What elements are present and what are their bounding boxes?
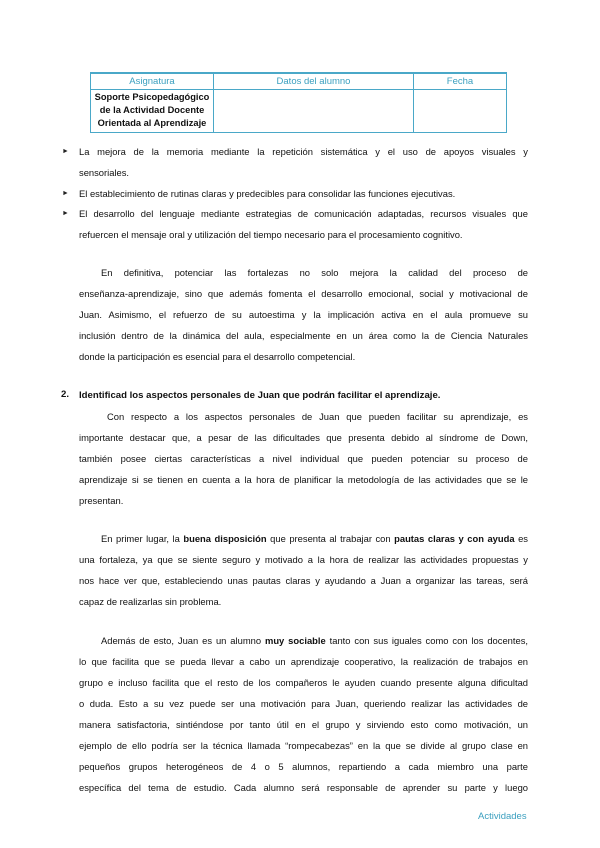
col-datos-alumno: Datos del alumno xyxy=(214,73,414,90)
page-footer: Actividades xyxy=(478,811,527,822)
col-asignatura: Asignatura xyxy=(91,73,214,90)
first-line-3: nos hace ver que, estableciendo unas pautas claras y ayudando a Juan a organizar las tareas, será xyxy=(79,575,528,586)
date-cell xyxy=(414,90,507,133)
section-number: 2. xyxy=(61,389,70,400)
social-line-6: ejemplo de ello podría ser la técnica llamada “rompecabezas” en la que se divide al grupo clase en xyxy=(79,740,528,751)
social-line-1: Además de esto, Juan es un alumno muy sociable tanto con sus iguales como con los docentes, xyxy=(101,635,528,646)
first-line-4: capaz de realizarlas sin problema. xyxy=(79,596,222,607)
social-line-7: pequeños grupos heterogéneos de 4 o 5 alumnos, repartiendo a cada miembro una parte xyxy=(79,761,528,772)
intro-line-1: Con respecto a los aspectos personales de Juan que pueden facilitar su aprendizaje, es xyxy=(107,411,528,422)
intro-line-2: importante destacar que, a pesar de las dificultades que presenta debido al síndrome de Down, xyxy=(79,432,528,443)
conclusion-line-4: inclusión dentro de la dinámica del aula, especialmente en un área como la de Ciencia Naturales xyxy=(79,330,528,341)
col-fecha: Fecha xyxy=(414,73,507,90)
bullet-1-line-2: sensoriales. xyxy=(79,167,130,178)
social-line-4: o duda. Esto a su vez puede ser una motivación para Juan, queriendo realizar las actividades de xyxy=(79,698,528,709)
bullet-3-line-1: El desarrollo del lenguaje mediante estrategias de comunicación adaptadas, recursos visuales que xyxy=(79,208,528,219)
bullet-1-line-1: La mejora de la memoria mediante la repetición sistemática y el uso de apoyos visuales y xyxy=(79,146,528,157)
social-line-5: manera satisfactoria, sintiéndose por tanto útil en el grupo y sirviendo esto como motivación, un xyxy=(79,719,528,730)
bullet-arrow-icon: ► xyxy=(62,148,69,155)
first-line-2: una fortaleza, ya que se siente seguro y motivado a la hora de realizar las actividades propuestas y xyxy=(79,554,528,565)
intro-line-4: aprendizaje si se tienen en cuenta a la hora de planificar la metodología de las actividades que se le xyxy=(79,474,528,485)
conclusion-line-3: Juan. Asimismo, el refuerzo de su autoestima y la implicación activa en el aula promueve su xyxy=(79,309,528,320)
bullet-3-line-2: refuercen el mensaje oral y utilización del tiempo necesario para el procesamiento cognitivo. xyxy=(79,229,463,240)
subject-cell xyxy=(91,90,214,133)
intro-line-3: también posee ciertas características a nivel individual que pueden potenciar su proceso de xyxy=(79,453,528,464)
conclusion-line-5: donde la participación es esencial para el desarrollo competencial. xyxy=(79,351,356,362)
conclusion-line-2: enseñanza-aprendizaje, sino que además fomenta el desarrollo emocional, social y motivacional de xyxy=(79,288,528,299)
subject-line: de la Actividad Docente xyxy=(99,105,205,115)
social-line-8: específica del tema de estudio. Cada alumno será responsable de aprender su parte y luego xyxy=(79,782,528,793)
bullet-arrow-icon: ► xyxy=(62,190,69,197)
bullet-2-line-1: El establecimiento de rutinas claras y predecibles para consolidar las funciones ejecutivas. xyxy=(79,188,456,199)
intro-line-5: presentan. xyxy=(79,495,124,506)
header-table xyxy=(90,72,507,133)
conclusion-line-1: En definitiva, potenciar las fortalezas no solo mejora la calidad del proceso de xyxy=(101,267,528,278)
social-line-2: lo que facilita que se pueda llevar a cabo un aprendizaje cooperativo, la realización de trabajos en xyxy=(79,656,528,667)
subject-line: Soporte Psicopedagógico xyxy=(94,92,210,102)
social-line-3: grupo e incluso facilita que el resto de los compañeros le ayuden cuando presente alguna dificultad xyxy=(79,677,528,688)
subject-line: Orientada al Aprendizaje xyxy=(97,118,207,128)
section-title: Identificad los aspectos personales de Juan que podrán facilitar el aprendizaje. xyxy=(79,390,441,401)
bullet-arrow-icon: ► xyxy=(62,210,69,217)
first-line-1: En primer lugar, la buena disposición que presenta al trabajar con pautas claras y con ayuda es xyxy=(101,533,528,544)
student-cell xyxy=(214,90,414,133)
